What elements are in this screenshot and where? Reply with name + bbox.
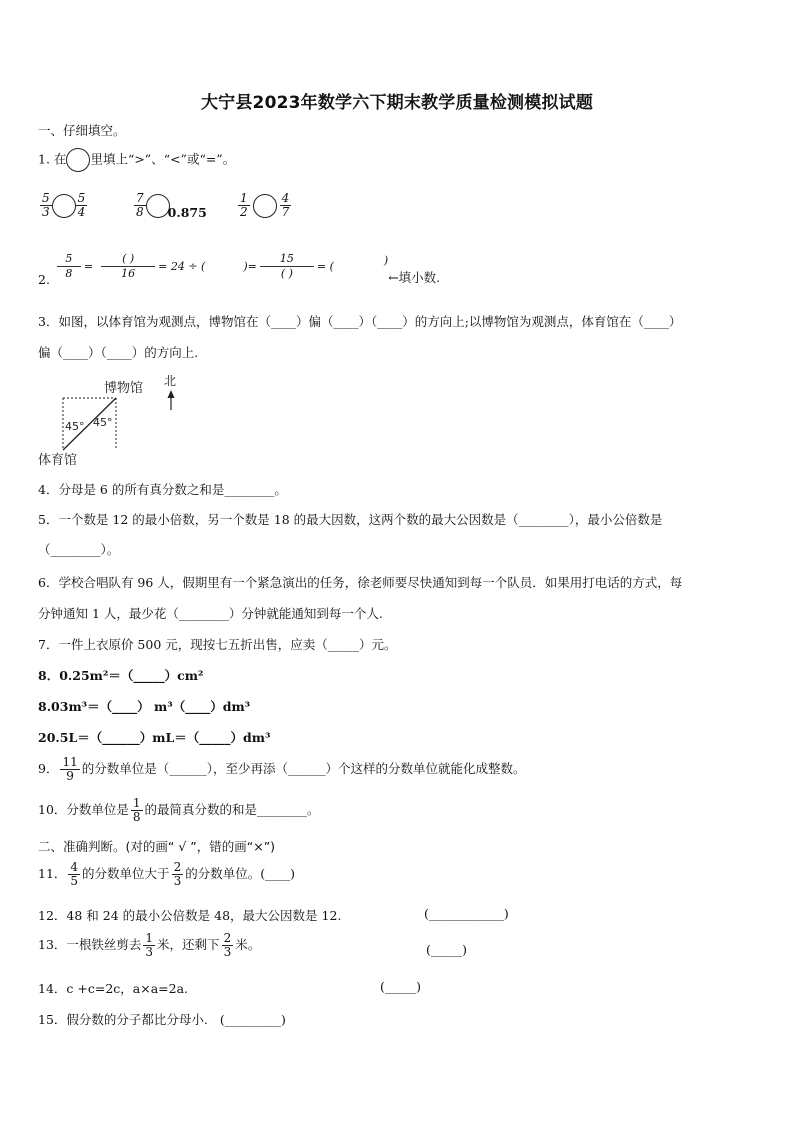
section-1-heading: 一、仔细填空。 [38, 123, 126, 138]
question-1: 1. 在 里填上“>”、“<”或“=”。 [38, 148, 235, 172]
fraction: $\frac{1}{8}$ [132, 796, 141, 824]
decimal-value: 0.875 [167, 205, 207, 220]
fraction-blank: 15 ( ) [260, 252, 314, 281]
gym-label: 体育馆 [38, 453, 78, 468]
q13-answer-blank[interactable]: (_____) [426, 942, 468, 957]
question-9: 9． $\frac{11}{9}$ 的分数单位是（______），至少再添（______）个这样的分数单位就能化成整数。 [38, 755, 526, 783]
answer-circle[interactable] [52, 194, 76, 218]
north-label: 北 [164, 374, 177, 388]
q2-hint: ←填小数. [388, 270, 441, 285]
section-2-heading: 二、准确判断。(对的画“ √ ”，错的画“×”) [38, 839, 276, 854]
question-6-line-1: 6．学校合唱队有 96 人，假期里有一个紧急演出的任务，徐老师要尽快通知到每一个队员．如果用打电话的方式，每 [38, 575, 683, 590]
fraction: $\frac{7}{8}$ [136, 191, 144, 219]
question-4: 4．分母是 6 的所有真分数之和是________。 [38, 482, 287, 497]
fraction: $\frac{5}{3}$ [42, 191, 50, 219]
q1-item-b [132, 192, 207, 220]
question-5-line-2: （________）。 [38, 542, 120, 557]
fraction: $\frac{11}{9}$ [62, 755, 78, 783]
question-5-line-1: 5．一个数是 12 的最小倍数，另一个数是 18 的最大因数，这两个数的最大公因数是（________），最小公倍数是 [38, 512, 663, 527]
question-6-line-2: 分钟通知 1 人，最少花（________）分钟就能通知到每一个人. [38, 606, 383, 621]
q12-answer-blank[interactable]: (____________) [424, 906, 509, 921]
answer-circle[interactable] [146, 194, 170, 218]
q1-item-c [236, 192, 293, 219]
fraction: $\frac{4}{7}$ [281, 191, 290, 219]
angle-label-1: 45° [65, 420, 85, 433]
q1-item-a [38, 192, 89, 219]
fraction: $\frac{1}{3}$ [145, 931, 154, 959]
question-7: 7．一件上衣原价 500 元，现按七五折出售，应卖（_____）元。 [38, 637, 397, 652]
compare-circle [66, 148, 90, 172]
question-8-line-1: 8．0.25m²＝（_____）cm² [38, 668, 204, 683]
q14-answer-blank[interactable]: (_____) [380, 979, 422, 994]
question-11: 11． $\frac{4}{5}$ 的分数单位大于 $\frac{2}{3}$ 的分数单位。(____) [38, 860, 295, 888]
fraction: $\frac{2}{3}$ [223, 931, 232, 959]
page-title: 大宁县2023年数学六下期末教学质量检测模拟试题 [200, 93, 594, 113]
fraction: $\frac{5}{4}$ [77, 191, 86, 219]
fraction-blank: ( ) 16 [101, 252, 155, 281]
question-3-line-1: 3．如图，以体育馆为观测点，博物馆在（____）偏（____）（____）的方向上;以博物馆为观测点，体育馆在（____） [38, 314, 682, 329]
question-15: 15．假分数的分子都比分母小. (_________) [38, 1012, 286, 1027]
fraction: $\frac{1}{2}$ [240, 191, 248, 219]
north-arrowhead-icon [168, 390, 175, 398]
museum-label: 博物馆 [104, 381, 144, 396]
fraction: $\frac{5}{8}$ [57, 252, 81, 281]
answer-circle[interactable] [253, 194, 277, 218]
angle-label-2: 45° [93, 416, 113, 429]
question-10: 10．分数单位是 $\frac{1}{8}$ 的最简真分数的和是________。 [38, 796, 320, 824]
question-8-line-3: 20.5L＝（______）mL＝（_____）dm³ [38, 730, 271, 745]
fraction: $\frac{4}{5}$ [70, 860, 79, 888]
question-3-line-2: 偏（____）（____）的方向上. [38, 345, 199, 360]
q1-prefix: 在 [53, 151, 67, 167]
q1-instruction: 里填上“>”、“<”或“=”。 [90, 151, 236, 167]
direction-diagram [36, 370, 186, 470]
question-14: 14．c +c=2c，a×a=2a. [38, 981, 189, 996]
question-12: 12．48 和 24 的最小公倍数是 48，最大公因数是 12. [38, 908, 342, 923]
q15-answer-blank[interactable]: (_________) [219, 1012, 286, 1027]
question-13: 13．一根铁丝剪去 $\frac{1}{3}$ 米，还剩下 $\frac{2}{3}$ 米。 [38, 931, 261, 959]
question-8-line-2: 8.03m³＝（____） m³（____）dm³ [38, 699, 251, 714]
fraction: $\frac{2}{3}$ [173, 860, 182, 888]
question-2: 2. $\frac{5}{8}$ = ( ) 16 = 24 ÷ ( )= 15 ( ) = ( )←填小数. [38, 252, 441, 287]
